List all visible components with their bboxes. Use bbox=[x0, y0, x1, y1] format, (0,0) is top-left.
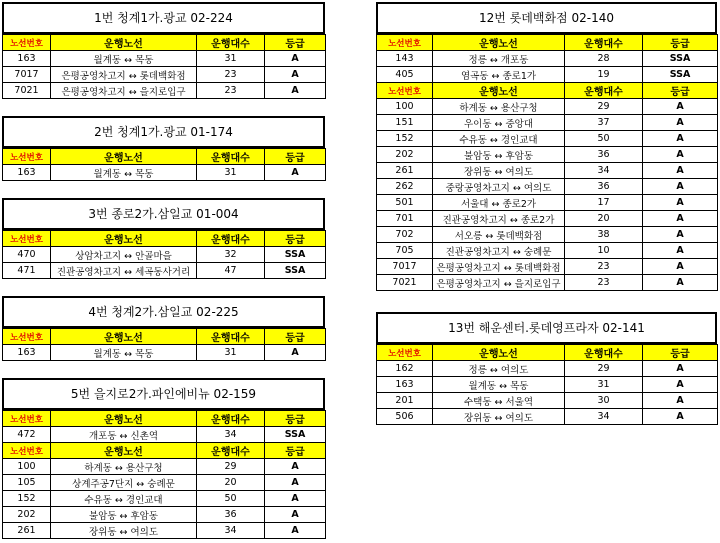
table-header-row bbox=[3, 231, 326, 247]
grade: A bbox=[265, 459, 326, 475]
route-header: 운행노선 bbox=[51, 231, 197, 247]
grade: A bbox=[643, 99, 718, 115]
bus-count: 28 bbox=[565, 51, 643, 67]
count-header: 운행대수 bbox=[565, 35, 643, 51]
bus-count: 50 bbox=[565, 131, 643, 147]
route-path: 정릉 ↔ 개포동 bbox=[433, 51, 565, 67]
table-row bbox=[3, 427, 326, 443]
table-row bbox=[3, 247, 326, 263]
bus-count: 31 bbox=[197, 165, 265, 181]
route-number: 702 bbox=[377, 227, 433, 243]
table-row bbox=[377, 131, 718, 147]
grade: A bbox=[643, 361, 718, 377]
grade: SSA bbox=[643, 51, 718, 67]
route-number: 501 bbox=[377, 195, 433, 211]
bus-count: 34 bbox=[197, 523, 265, 539]
route-number: 105 bbox=[3, 475, 51, 491]
bus-count: 31 bbox=[197, 51, 265, 67]
bus-count: 38 bbox=[565, 227, 643, 243]
table-row bbox=[3, 459, 326, 475]
num-header: 노선번호 bbox=[3, 411, 51, 427]
route-header: 운행노선 bbox=[51, 329, 197, 345]
bus-count: 34 bbox=[565, 163, 643, 179]
table-row bbox=[377, 361, 718, 377]
route-path: 월계동 ↔ 목동 bbox=[51, 165, 197, 181]
num-header: 노선번호 bbox=[3, 443, 51, 459]
route-path: 하계동 ↔ 용산구청 bbox=[51, 459, 197, 475]
table-row bbox=[377, 163, 718, 179]
count-header: 운행대수 bbox=[565, 345, 643, 361]
bus-count: 31 bbox=[565, 377, 643, 393]
num-header: 노선번호 bbox=[3, 149, 51, 165]
route-path: 수유동 ↔ 경인교대 bbox=[51, 491, 197, 507]
bus-count: 17 bbox=[565, 195, 643, 211]
table-row bbox=[3, 345, 326, 361]
route-number: 405 bbox=[377, 67, 433, 83]
route-number: 701 bbox=[377, 211, 433, 227]
table-row bbox=[377, 275, 718, 291]
grade-header: 등급 bbox=[265, 411, 326, 427]
bus-count: 36 bbox=[565, 147, 643, 163]
route-path: 은평공영차고지 ↔ 을지로입구 bbox=[51, 83, 197, 99]
grade-header: 등급 bbox=[265, 35, 326, 51]
table-header-row bbox=[3, 329, 326, 345]
grade-header: 등급 bbox=[643, 83, 718, 99]
grade: A bbox=[265, 345, 326, 361]
table-row bbox=[377, 393, 718, 409]
grade: A bbox=[643, 275, 718, 291]
bus-count: 47 bbox=[197, 263, 265, 279]
route-path: 서울대 ↔ 종로2가 bbox=[433, 195, 565, 211]
route-header: 운행노선 bbox=[433, 35, 565, 51]
bus-count: 30 bbox=[565, 393, 643, 409]
route-path: 진관공영차고지 ↔ 숭례문 bbox=[433, 243, 565, 259]
route-number: 163 bbox=[3, 51, 51, 67]
route-header: 운행노선 bbox=[51, 443, 197, 459]
grade: A bbox=[265, 83, 326, 99]
route-number: 471 bbox=[3, 263, 51, 279]
stop-title: 13번 해운센터.롯데영프라자 02-141 bbox=[376, 312, 717, 344]
table-header-row bbox=[3, 35, 326, 51]
grade: A bbox=[265, 507, 326, 523]
grade: A bbox=[265, 491, 326, 507]
count-header: 운행대수 bbox=[197, 35, 265, 51]
route-path: 염곡동 ↔ 종로1가 bbox=[433, 67, 565, 83]
table-row bbox=[3, 507, 326, 523]
route-path: 불암동 ↔ 후암동 bbox=[433, 147, 565, 163]
grade: A bbox=[643, 147, 718, 163]
stop-title: 5번 을지로2가.파인에비뉴 02-159 bbox=[2, 378, 325, 410]
grade: A bbox=[643, 259, 718, 275]
route-number: 7017 bbox=[3, 67, 51, 83]
count-header: 운행대수 bbox=[197, 443, 265, 459]
bus-count: 50 bbox=[197, 491, 265, 507]
grade: A bbox=[643, 227, 718, 243]
grade: A bbox=[265, 475, 326, 491]
grade: A bbox=[643, 243, 718, 259]
bus-count: 34 bbox=[197, 427, 265, 443]
bus-count: 36 bbox=[197, 507, 265, 523]
bus-count: 37 bbox=[565, 115, 643, 131]
route-number: 261 bbox=[3, 523, 51, 539]
route-header: 운행노선 bbox=[51, 35, 197, 51]
table-row bbox=[377, 51, 718, 67]
route-header: 운행노선 bbox=[433, 83, 565, 99]
bus-count: 20 bbox=[565, 211, 643, 227]
grade: A bbox=[643, 377, 718, 393]
route-number: 152 bbox=[377, 131, 433, 147]
route-number: 262 bbox=[377, 179, 433, 195]
route-path: 정릉 ↔ 여의도 bbox=[433, 361, 565, 377]
route-path: 서오릉 ↔ 롯데백화점 bbox=[433, 227, 565, 243]
route-number: 201 bbox=[377, 393, 433, 409]
grade-header: 등급 bbox=[265, 329, 326, 345]
route-number: 151 bbox=[377, 115, 433, 131]
route-table bbox=[376, 344, 718, 425]
count-header: 운행대수 bbox=[565, 83, 643, 99]
route-number: 7017 bbox=[377, 259, 433, 275]
route-path: 장위동 ↔ 여의도 bbox=[433, 163, 565, 179]
grade: A bbox=[265, 523, 326, 539]
route-path: 은평공영차고지 ↔ 롯데백화점 bbox=[433, 259, 565, 275]
route-number: 470 bbox=[3, 247, 51, 263]
bus-count: 19 bbox=[565, 67, 643, 83]
stop-title: 3번 종로2가.삼일교 01-004 bbox=[2, 198, 325, 230]
table-header-row bbox=[377, 345, 718, 361]
num-header: 노선번호 bbox=[3, 231, 51, 247]
route-number: 100 bbox=[377, 99, 433, 115]
table-row bbox=[3, 475, 326, 491]
route-path: 진관공영차고지 ↔ 세곡동사거리 bbox=[51, 263, 197, 279]
num-header: 노선번호 bbox=[377, 35, 433, 51]
grade: SSA bbox=[265, 427, 326, 443]
grade-header: 등급 bbox=[265, 231, 326, 247]
route-number: 163 bbox=[3, 345, 51, 361]
route-number: 100 bbox=[3, 459, 51, 475]
grade-header: 등급 bbox=[643, 35, 718, 51]
route-path: 수유동 ↔ 경인교대 bbox=[433, 131, 565, 147]
grade-header: 등급 bbox=[643, 345, 718, 361]
route-table bbox=[2, 410, 326, 539]
table-row bbox=[3, 523, 326, 539]
table-row bbox=[377, 211, 718, 227]
grade: A bbox=[643, 115, 718, 131]
table-row bbox=[377, 67, 718, 83]
route-path: 월계동 ↔ 목동 bbox=[433, 377, 565, 393]
count-header: 운행대수 bbox=[197, 149, 265, 165]
table-row bbox=[3, 83, 326, 99]
grade: A bbox=[265, 165, 326, 181]
table-header-row bbox=[3, 443, 326, 459]
route-path: 장위동 ↔ 여의도 bbox=[433, 409, 565, 425]
num-header: 노선번호 bbox=[377, 83, 433, 99]
table-row bbox=[377, 115, 718, 131]
bus-count: 29 bbox=[565, 99, 643, 115]
route-path: 중랑공영차고지 ↔ 여의도 bbox=[433, 179, 565, 195]
grade: A bbox=[265, 51, 326, 67]
table-header-row bbox=[377, 83, 718, 99]
table-header-row bbox=[377, 35, 718, 51]
route-path: 개포동 ↔ 신촌역 bbox=[51, 427, 197, 443]
table-row bbox=[377, 259, 718, 275]
grade: A bbox=[643, 195, 718, 211]
route-number: 705 bbox=[377, 243, 433, 259]
route-header: 운행노선 bbox=[51, 411, 197, 427]
table-row bbox=[377, 377, 718, 393]
num-header: 노선번호 bbox=[3, 329, 51, 345]
bus-count: 34 bbox=[565, 409, 643, 425]
grade: SSA bbox=[265, 247, 326, 263]
route-number: 163 bbox=[3, 165, 51, 181]
route-path: 불암동 ↔ 후암동 bbox=[51, 507, 197, 523]
bus-count: 23 bbox=[197, 83, 265, 99]
stop-title: 4번 청계2가.삼일교 02-225 bbox=[2, 296, 325, 328]
route-path: 상암차고지 ↔ 안골마을 bbox=[51, 247, 197, 263]
table-row bbox=[377, 409, 718, 425]
bus-count: 23 bbox=[197, 67, 265, 83]
bus-count: 23 bbox=[565, 259, 643, 275]
route-path: 상계주공7단지 ↔ 숭례문 bbox=[51, 475, 197, 491]
table-row bbox=[3, 51, 326, 67]
route-table bbox=[2, 34, 326, 99]
route-header: 운행노선 bbox=[433, 345, 565, 361]
table-row bbox=[377, 227, 718, 243]
stop-title: 12번 롯데백화점 02-140 bbox=[376, 2, 717, 34]
route-number: 143 bbox=[377, 51, 433, 67]
table-row bbox=[377, 243, 718, 259]
route-path: 장위동 ↔ 여의도 bbox=[51, 523, 197, 539]
route-table bbox=[2, 328, 326, 361]
route-path: 은평공영차고지 ↔ 롯데백화점 bbox=[51, 67, 197, 83]
route-number: 202 bbox=[377, 147, 433, 163]
route-number: 152 bbox=[3, 491, 51, 507]
bus-count: 31 bbox=[197, 345, 265, 361]
table-row bbox=[3, 165, 326, 181]
route-table bbox=[2, 230, 326, 279]
count-header: 운행대수 bbox=[197, 231, 265, 247]
route-path: 진관공영차고지 ↔ 종로2가 bbox=[433, 211, 565, 227]
bus-count: 29 bbox=[565, 361, 643, 377]
bus-count: 23 bbox=[565, 275, 643, 291]
table-header-row bbox=[3, 149, 326, 165]
grade: SSA bbox=[265, 263, 326, 279]
route-path: 월계동 ↔ 목동 bbox=[51, 51, 197, 67]
route-header: 운행노선 bbox=[51, 149, 197, 165]
route-path: 수택동 ↔ 서울역 bbox=[433, 393, 565, 409]
bus-count: 29 bbox=[197, 459, 265, 475]
route-path: 우이동 ↔ 중앙대 bbox=[433, 115, 565, 131]
table-header-row bbox=[3, 411, 326, 427]
route-number: 202 bbox=[3, 507, 51, 523]
grade-header: 등급 bbox=[265, 443, 326, 459]
grade-header: 등급 bbox=[265, 149, 326, 165]
stop-title: 2번 청계1가.광교 01-174 bbox=[2, 116, 325, 148]
table-row bbox=[377, 147, 718, 163]
num-header: 노선번호 bbox=[3, 35, 51, 51]
route-number: 7021 bbox=[3, 83, 51, 99]
table-row bbox=[3, 263, 326, 279]
route-number: 261 bbox=[377, 163, 433, 179]
route-table bbox=[376, 34, 718, 291]
grade: A bbox=[643, 409, 718, 425]
route-number: 472 bbox=[3, 427, 51, 443]
route-path: 하계동 ↔ 용산구청 bbox=[433, 99, 565, 115]
route-number: 506 bbox=[377, 409, 433, 425]
bus-count: 10 bbox=[565, 243, 643, 259]
bus-count: 36 bbox=[565, 179, 643, 195]
route-number: 163 bbox=[377, 377, 433, 393]
route-path: 은평공영차고지 ↔ 을지로입구 bbox=[433, 275, 565, 291]
grade: A bbox=[643, 131, 718, 147]
grade: A bbox=[643, 179, 718, 195]
table-row bbox=[377, 179, 718, 195]
bus-count: 32 bbox=[197, 247, 265, 263]
count-header: 운행대수 bbox=[197, 329, 265, 345]
route-number: 7021 bbox=[377, 275, 433, 291]
grade: A bbox=[643, 211, 718, 227]
route-number: 162 bbox=[377, 361, 433, 377]
bus-count: 20 bbox=[197, 475, 265, 491]
table-row bbox=[377, 99, 718, 115]
table-row bbox=[3, 67, 326, 83]
route-table bbox=[2, 148, 326, 181]
count-header: 운행대수 bbox=[197, 411, 265, 427]
table-row bbox=[3, 491, 326, 507]
num-header: 노선번호 bbox=[377, 345, 433, 361]
grade: A bbox=[643, 163, 718, 179]
stop-title: 1번 청계1가.광교 02-224 bbox=[2, 2, 325, 34]
grade: A bbox=[265, 67, 326, 83]
grade: SSA bbox=[643, 67, 718, 83]
table-row bbox=[377, 195, 718, 211]
grade: A bbox=[643, 393, 718, 409]
route-path: 월계동 ↔ 목동 bbox=[51, 345, 197, 361]
